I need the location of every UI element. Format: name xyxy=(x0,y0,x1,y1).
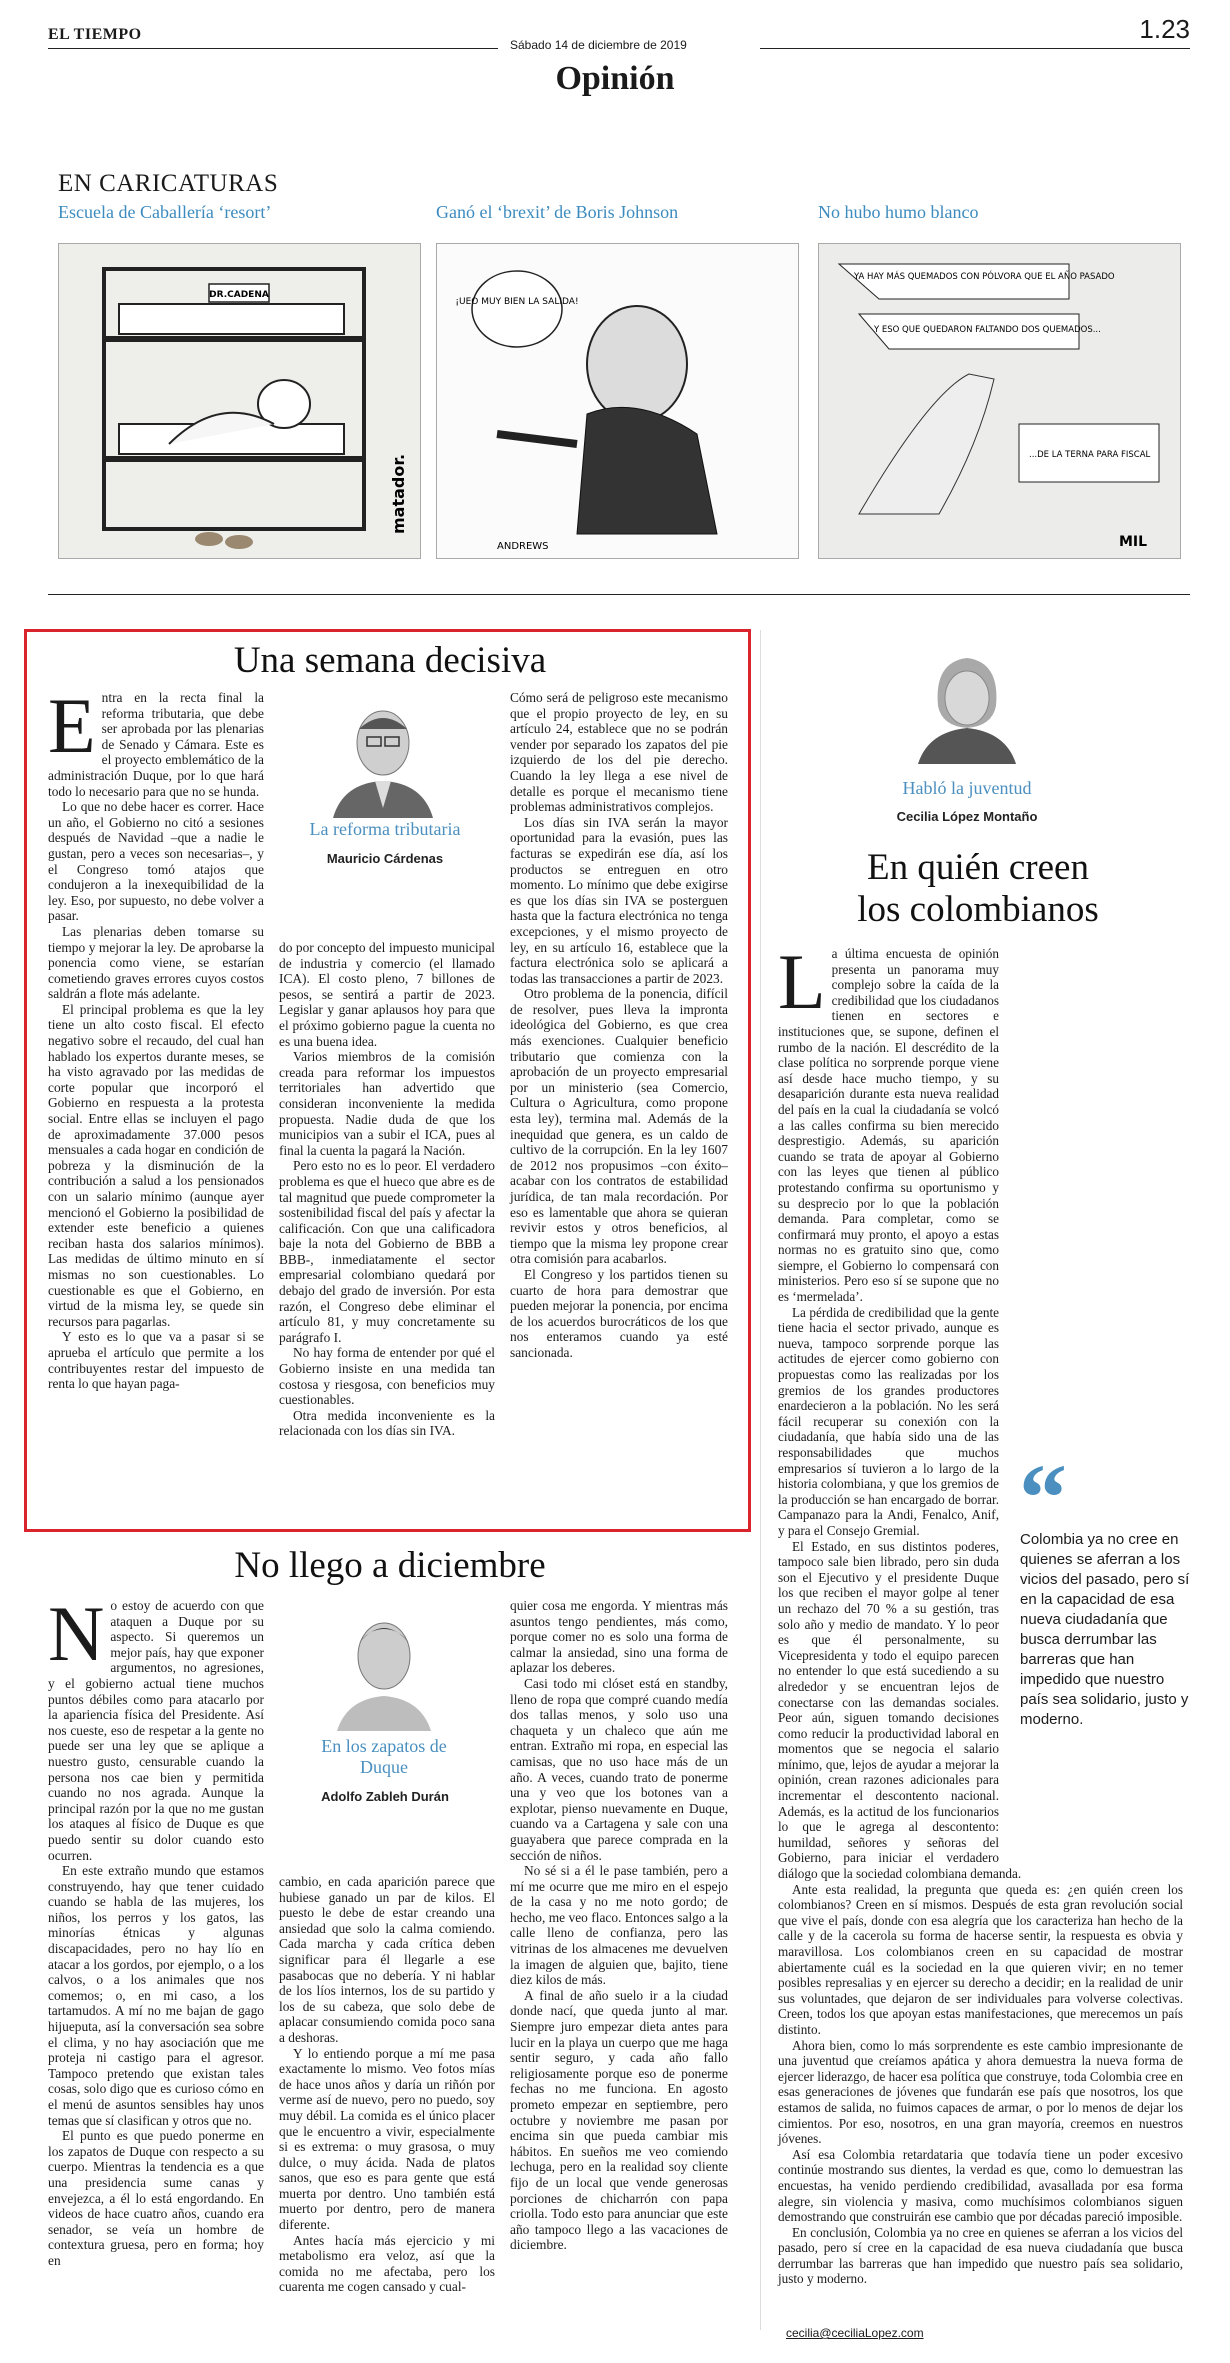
article1-paragraph: Otro problema de la ponencia, difícil de resolver, pues lleva la impronta ideológica del Gobierno, es que crea más exenciones. Cualquier beneficio tributario que comienza con la aprobación de un proyecto empresarial por un ministerio (sea Comercio, Cultura o Agricultura, como propone esta ley), termina mal. Además de la inequidad que genera, es un caldo de cultivo de la corrupción. En la ley 1607 de 2012 nos propusimos –con éxito– acabar con los contratos de estabilidad jurídica, de tan mala recordación. Por eso es lamentable que ahora se quieran revivir estos y otros beneficios, al tiempo que la misma ley propone crear otra comisión para acabarlos. xyxy=(510,986,728,1267)
article3-paragraph: En conclusión, Colombia ya no cree en quienes se aferran a los vicios del pasado, pero sí cree en la capacidad de esa nueva ciudadanía que busca derrumbar las barreras que han impedido que nuestro país sea solidario, justo y moderno. xyxy=(778,2224,1183,2287)
article2-paragraph: cambio, en cada aparición parece que hubiese ganado un par de kilos. El puesto le debe de estar creando una ansiedad que solo la calma comiendo. Cada marcha y cada crítica deben significar para él llegarle a ese pasabocas que no debería. Y ni hablar de los líos internos, los de su partido y los de su cabeza, que solo debe de aplacar consumiendo comida poco sana a deshoras. xyxy=(279,1874,495,2045)
article1-paragraph: Y esto es lo que va a pasar si se aprueba el artículo que permite a los contribuyentes restar del impuesto de renta lo que hayan paga- xyxy=(48,1329,264,1392)
article3-paragraph: La pérdida de credibilidad que la gente tiene hacia el sector privado, aunque es nueva, tampoco sorprende porque las actitudes de ejercer como gobierno con propuestas como las realizadas por los gremios de los grandes productores enardecieron a la población. No les será fácil recuperar su conexión con la ciudadanía, que había sido una de las responsabilidades que muchos empresarios sí tuvieron a lo largo de la historia colombiana, y que los gremios de la producción se han encargado de borrar. Campanazo para la Andi, Fenalco, Anif, y para el Consejo Gremial. xyxy=(778,1304,999,1538)
article3-title-line-2: los colombianos xyxy=(857,889,1099,930)
article2-col1 xyxy=(48,1590,264,2323)
article3-paragraph: Así esa Colombia retardataria que todavía tiene un poder excesivo continúe mostrando sus dientes, la verdad es que, como lo demuestran las encuestas, ha venido perdiendo credibilidad, avasallada por esa forma alegre, sin violencia y masiva, como muchísimos colombianos siguen demostrando que construirán ese cambio que por décadas pareció imposible. xyxy=(778,2146,1183,2225)
article3-title-line-1: En quién creen xyxy=(867,847,1089,888)
article3-author-photo xyxy=(912,636,1022,764)
article1-paragraph: Pero esto no es lo peor. El verdadero problema es que el hueco que abre es de tal magnitud que puede comprometer la sostenibilidad fiscal del país y afectar la calificación. Con que una calificadora baje la nota del Gobierno de BBB a BBB-, inmediatamente el sector empresarial colombiano quedará por debajo del grado de inversión. Por esta razón, el Congreso debe eliminar el artículo 81, y muy concretamente su parágrafo I. xyxy=(279,1158,495,1345)
article1-paragraph: Lo que no debe hacer es correr. Hace un año, el Gobierno no citó a sesiones después de Navidad –que a nadie le gustan, pero a veces son necesarias–, y el Congreso tomó atajos que condujeron a la inexequibilidad de la ley. Eso, por supuesto, no debe volver a pasar. xyxy=(48,799,264,924)
article2-paragraph: No sé si a él le pase también, pero a mí me ocurre que me miro en el espejo de la casa y no me noto gordo; de hecho, me veo flaco. Entonces salgo a la calle lleno de confianza, pero las vitrinas de los almacenes me devuelven la imagen de alguien que, bajito, tiene diez kilos de más. xyxy=(510,1863,728,1988)
cartoon-1-signature: matador. xyxy=(389,453,408,534)
cartoon-3-illustration xyxy=(818,243,1181,559)
article1-paragraph: Los días sin IVA serán la mayor oportunidad para la evasión, pues las facturas se expedirán ese día, así los productos se entreguen en otro momento. Lo mínimo que debe exigirse es que los días sin IVA se posterguen hasta que la factura electrónica no tenga excepciones, y el mismo proyecto de ley, en su artículo 16, establece que la factura electrónica solo se aplicará a todas las transacciones a partir de 2023. xyxy=(510,814,728,986)
article2-col2 xyxy=(279,1874,495,2324)
article3-paragraph: Ahora bien, como lo más sorprendente es este cambio impresionante de una juventud que creíamos apática y ahora demuestra la nueva forma de ejercer liderazgo, de hacer esa política que construye, toda Colombia cree en esas generaciones de jóvenes que fundarán ese país que nosotros, los que estamos de salida, no fuimos capaces de armar, o por lo menos de dejar los cimientos. Por eso, nosotros, en una gran mayoría, creemos en nuestros jóvenes. xyxy=(778,2037,1183,2147)
pullquote: Colombia ya no cree en quienes se aferran a los vicios del pasado, pero sí en la capacidad de esa nueva ciudadanía que busca derrumbar las barreras que han impedido que nuestro país sea solidario, justo y moderno. xyxy=(1020,1531,1190,1728)
article1-col2 xyxy=(279,940,495,1510)
article3-author: Cecilia López Montaño xyxy=(896,809,1038,824)
cartoon-3-bubble-1 xyxy=(853,270,1115,282)
article2-paragraph: El punto es que puedo ponerme en los zapatos de Duque con respecto a su cuerpo. Mientras la tendencia es a que una presidencia sume canas y envejezca, a él lo está engordando. En videos de hace cuatro años, cuando era senador, se veía un hombre de contextura gruesa, pero en forma; hoy en xyxy=(48,2128,264,2268)
article1-paragraph: do por concepto del impuesto municipal de industria y comercio (el llamado ICA). El costo pleno, 7 billones de pesos, se sentirá a partir de 2023. Legislar y ganar aplausos hoy para que el próximo gobierno pague la cuenta no es una buena idea. xyxy=(279,940,495,1049)
masthead-rule-right xyxy=(760,48,1190,49)
section-title: Opinión xyxy=(555,60,675,97)
pullquote-space xyxy=(1007,1444,1187,1851)
article2-paragraph: Antes hacía más ejercicio y mi metabolismo era veloz, así que la comida no me afectaba, pero los cuarenta me cogen cansado y cual- xyxy=(279,2232,495,2295)
article1-paragraph: Cómo será de peligroso este mecanismo que el propio proyecto de ley, en su artículo 24, establece que no se podrán vender por separado los zapatos del pie izquierdo de los del pie derecho. Cuando la ley llega a ese nivel de detalle es porque el mecanismo tiene problemas administrativos complejos. xyxy=(510,690,728,815)
article2-author: Adolfo Zableh Durán xyxy=(321,1789,449,1804)
article2-author-photo xyxy=(329,1601,439,1731)
cartoon-1-illustration xyxy=(58,243,421,559)
article1-col1 xyxy=(48,682,264,1510)
cartoon-3-bubble-2-text: Y ESO QUE QUEDARON FALTANDO DOS QUEMADOS... xyxy=(874,325,1101,335)
cartoon-3-bubble-2 xyxy=(873,325,1101,335)
masthead-brand: EL TIEMPO xyxy=(48,26,142,43)
article1-paragraph: El principal problema es que la ley tiene un alto costo fiscal. El efecto negativo sobre el recaudo, del cual han hablado los expertos durante meses, se ha visto agravado por las medidas de corte popular que incorporó el Gobierno en respuesta a la protesta social. Entre ellas se incluyen el pago de aproximadamente 37.000 pesos mensuales a cada hogar en condición de pobreza y la disminución de la contribución a salud a los pensionados con un salario mínimo (aunque ayer mencionó el Gobierno la posibilidad de extender este beneficio a quienes reciban hasta dos salarios mínimos). Las medidas de último minuto en sí mismas no son cuestionables. Lo cuestionable es que el Gobierno, en virtud de la misma ley, se quede sin recursos para pagarlas. xyxy=(48,1001,264,1329)
article2-col3 xyxy=(510,1598,728,2323)
article1-author: Mauricio Cárdenas xyxy=(326,851,444,866)
article1-kicker: La reforma tributaria xyxy=(309,819,461,839)
article1-paragraph: Las plenarias deben tomarse su tiempo y mejorar la ley. De aprobarse la ponencia como viene, se estarían cometiendo graves errores cuyos costos saldrán a flote más adelante. xyxy=(48,923,264,1002)
cartoon-2-signature: ANDREWS xyxy=(497,541,549,552)
masthead-rule-left xyxy=(48,48,498,49)
article1-col3 xyxy=(510,690,728,1510)
page-number: 1.23 xyxy=(1139,14,1190,44)
article3-body xyxy=(778,938,1183,2318)
article1-paragraph: Varios miembros de la comisión creada para reformar los impuestos territoriales han advertido que consideran inconveniente la medida propuesta. Nadie duda de que los municipios van a subir el ICA, pues al final la cuenta la pagará la Nación. xyxy=(279,1049,495,1158)
article1-paragraph: ntra en la recta final la reforma tributaria, que debe ser aprobada por las plenarias de Senado y Cámara. Este es el proyecto emblemático de la administración Duque, por lo que hará todo lo necesario para que no se hunda. xyxy=(48,690,264,799)
cartoon-3-bubble-3 xyxy=(1029,450,1151,460)
cartoon-3-bubble-1-text: YA HAY MÁS QUEMADOS CON PÓLVORA QUE EL AÑO PASADO xyxy=(854,272,1115,282)
pullquote-mark: “ xyxy=(1019,1444,1067,1551)
cartoons-heading: EN CARICATURAS xyxy=(58,170,279,197)
cartoon-2-illustration xyxy=(436,243,799,559)
article1-dropcap: E xyxy=(48,682,96,769)
author-email-link[interactable]: cecilia@ceciliaLopez.com xyxy=(786,2326,924,2340)
cartoons-bottom-rule xyxy=(48,594,1190,595)
article2-paragraph: A final de año suelo ir a la ciudad donde nací, que queda junto al mar. Siempre juro empezar dieta antes para lucir en la playa un cuerpo que me haga sentir seguro, y cada año fallo religiosamente porque eso de ponerme fechas no me funciona. En agosto prometo empezar en septiembre, pero octubre y noviembre me pasan por encima sin que pueda cambiar mis hábitos. En sueños me veo comiendo lechuga, pero en la realidad soy cliente fijo de un local que vende generosas porciones de chicharrón con papa criolla. Todo esto para anunciar que este año tampoco llego a las vacaciones de diciembre. xyxy=(510,1987,728,2253)
article2-title: No llego a diciembre xyxy=(234,1545,546,1586)
article1-author-photo xyxy=(323,693,443,818)
cartoon-2-bubble: ¡UEO MUY BIEN LA SALIDA! xyxy=(455,297,579,307)
cartoon-caption-2: Ganó el ‘brexit’ de Boris Johnson xyxy=(436,202,679,222)
article2-paragraph: Y lo entiendo porque a mí me pasa exactamente lo mismo. Veo fotos mías de hace unos años y daría un riñón por verme así de nuevo, pero no puedo, soy muy débil. La comida es el único placer que le encuentro a vivir, especialmente si es extrema: o muy grasosa, o muy dulce, o muy ácida. Nada de platos sanos, que eso es para gente que está muerta por dentro. Uno también está muerto por dentro, pero de manera diferente. xyxy=(279,2045,495,2233)
cartoon-caption-1: Escuela de Caballería ‘resort’ xyxy=(58,202,272,222)
article2-kicker: En los zapatos de Duque xyxy=(321,1736,447,1777)
column-divider xyxy=(760,630,761,2330)
article1-paragraph: No hay forma de entender por qué el Gobierno insiste en una medida tan costosa y riesgosa, con beneficios muy cuestionables. xyxy=(279,1345,495,1408)
cartoon-3-signature: MIL xyxy=(1119,534,1148,550)
article3-dropcap: L xyxy=(778,938,826,1025)
article2-paragraph: o estoy de acuerdo con que ataquen a Duque por su aspecto. Si queremos un mejor país, hay que exponer argumentos, no agresiones, y el gobierno actual tiene muchos puntos débiles como para atacarlo por la apariencia física del Presidente. Así nos cueste, eso de respetar a la gente no puede ser una ley que se aplique a nuestro gusto, censurable cuando la persona nos cae bien y permitida cuando no nos agrada. Aunque la principal razón por la que no me gustan los ataques al físico de Duque es que puedo sentir su dolor cuando esto ocurren. xyxy=(48,1598,264,1863)
article2-dropcap: N xyxy=(48,1590,105,1677)
cartoon-caption-3: No hubo humo blanco xyxy=(818,202,979,222)
masthead-date: Sábado 14 de diciembre de 2019 xyxy=(510,38,687,52)
article1-paragraph: El Congreso y los partidos tienen su cuarto de hora para demostrar que pueden mejorar la ponencia, por encima de los acuerdos burocráticos de los que nos enteramos cuando ya esté sancionada. xyxy=(510,1266,728,1360)
article2-paragraph: En este extraño mundo que estamos construyendo, hay que tener cuidado cuando se habla de las mujeres, los niños, los perros y los gatos, las minorías étnicas y algunas discapacidades, pero no hay lío en atacar a los gordos, por ejemplo, o a los calvos, o a los animales que nos comemos; o, en mi caso, a los tartamudos. A mí no me bajan de gago hijueputa, así la conversación sea sobre el clima, y no hay asociación que me proteja ni castigo para el agresor. Tampoco pretendo que existan tales cosas, solo digo que es curioso cómo en el menú de asuntos sensibles hay unos temas que sí clasifican y otros que no. xyxy=(48,1863,264,2128)
cartoon-1-sign: DR.CADENA xyxy=(209,290,269,300)
article3-paragraph: Ante esta realidad, la pregunta que queda es: ¿en quién creen los colombianos? Creen en sí mismos. Después de esta gran revolución social que vive el país, donde con esa alegría que los caracteriza han hecho de la calle y de la cacerola su forma de hacerse sentir, la respuesta es obvia y maravillosa. Los colombianos creen en su capacidad de mostrar abiertamente cuál es la sociedad en la que quieren vivir; en no temer posibles represalias y en ejercer su derecho a decidir; en la realidad de unir sus voluntades, que dejaron de ser individuales para volverse colectivas. Creen, todos los que apoyan estas manifestaciones, que merecemos un país distinto. xyxy=(778,1881,1183,2037)
article1-paragraph: Otra medida inconveniente es la relacionada con los días sin IVA. xyxy=(279,1407,495,1439)
article3-kicker: Habló la juventud xyxy=(902,778,1032,798)
article2-paragraph: Casi todo mi clóset está en standby, lleno de ropa que compré cuando medía dos tallas menos, y solo uso una chaqueta y un chaleco que aún me entran. Extraño mi ropa, en especial las camisas, que no uso hace más de un año. A veces, cuando trato de ponerme una y veo que los botones van a explotar, pienso nuevamente en Duque, cuando va a Cartagena y sale con una guayabera que parece comprada en la sección de niños. xyxy=(510,1675,728,1863)
article3-paragraph: a última encuesta de opinión presenta un panorama muy complejo sobre la caída de la credibilidad que los ciudadanos tienen en sectores e instituciones que, se supone, definen el rumbo de la nación. El descrédito de la clase política no sorprende porque viene así desde hace mucho tiempo, y su desaparición durante esta nueva realidad del país en la cual la ciudadanía se volcó a las calles confirma su bien merecido desprestigio. Además, su aparición cuando se trata de apoyar al Gobierno con las leyes que tienen al público protestando confirma su oportunismo y su desprecio por lo que la población demanda. Para completar, como se confirmará muy pronto, el apoyo a estas normas no es gratuito sino que, como siempre, el Gobierno lo compensará con ministerios. Pero eso sí se supone que no es ‘mermelada’. xyxy=(778,946,999,1305)
article1-title: Una semana decisiva xyxy=(233,640,547,681)
article3-paragraph: El Estado, en sus distintos poderes, tampoco sale bien librado, pero sin duda son el Ejecutivo y el presidente Duque los que reciben el mayor golpe al tener un rechazo del 70 % a su gestión, tras solo año y medio de mandato. Y lo peor es que él personalmente, su Vicepresidenta y todo el equipo parecen no entender lo que está sucediendo a su alrededor y se encuentran lejos de conectarse con las demandas sociales. Peor aún, siguen tomando decisiones como reducir la productividad laboral en momentos que se negocia el salario mínimo, que, lejos de ayudar a mejorar la opinión, crean razones adicionales para incrementar el descontento nacional. Además, es la actitud de los funcionarios lo que le agrega al descontento: humildad, señores y señoras del Gobierno, para iniciar el verdadero diálogo que la sociedad colombiana demanda. xyxy=(778,1538,1022,1882)
cartoon-3-bubble-3-text: ...DE LA TERNA PARA FISCAL xyxy=(1029,450,1151,460)
article2-paragraph: quier cosa me engorda. Y mientras más asuntos tengo pendientes, más como, porque comer no es solo una forma de calmar la ansiedad, sino una forma de aplazar los deberes. xyxy=(510,1598,728,1676)
